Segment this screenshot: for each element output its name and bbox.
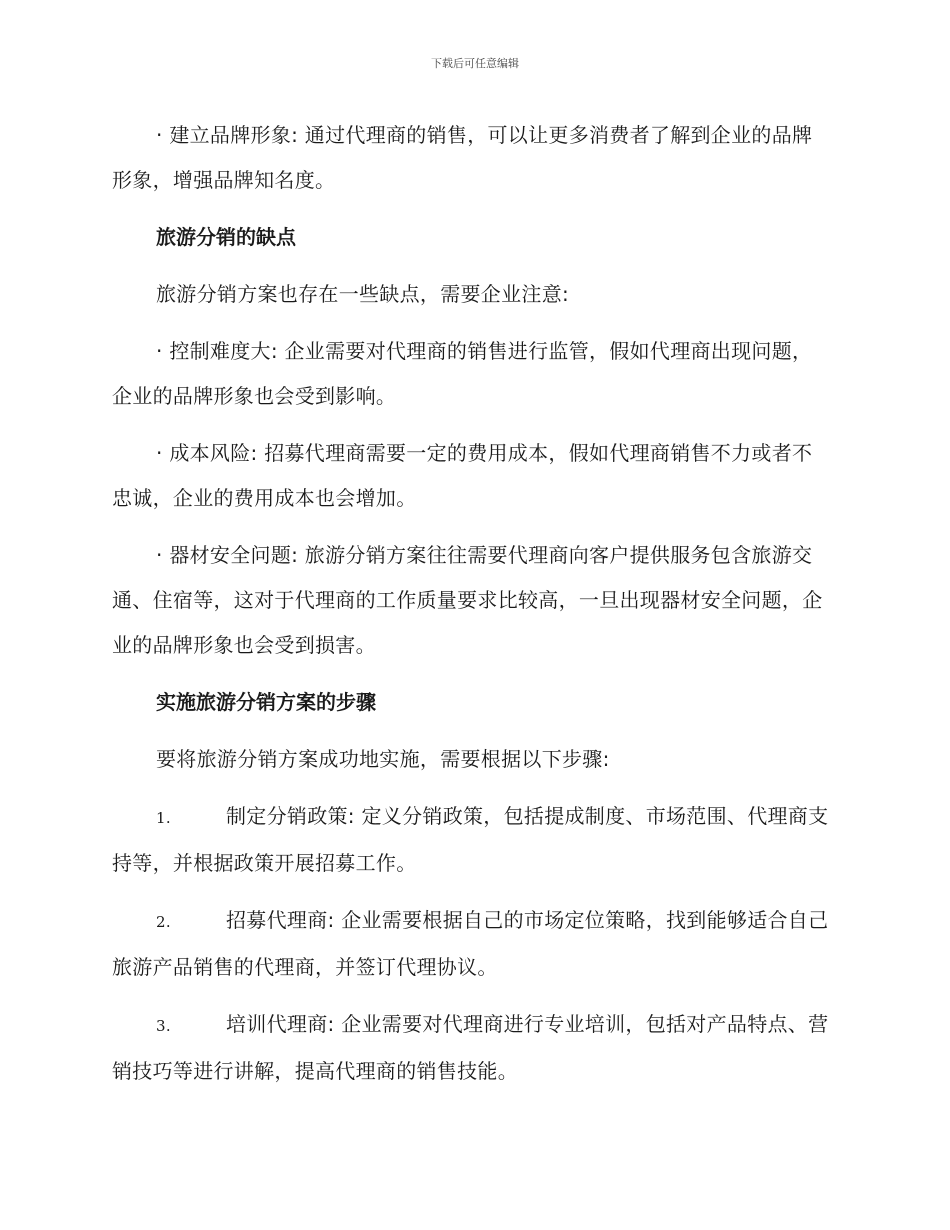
page-header: 下载后可任意编辑 bbox=[431, 57, 519, 70]
step-text: 培训代理商: 企业需要对代理商进行专业培训，包括对产品特点、营销技巧等进行讲解，提高代理商的销售技能。 bbox=[112, 1012, 829, 1083]
step-number: 3. bbox=[156, 1017, 171, 1035]
step-item-2 bbox=[112, 898, 832, 990]
step-text: 招募代理商: 企业需要根据自己的市场定位策略，找到能够适合自己旅游产品销售的代理商，并签订代理协议。 bbox=[112, 908, 829, 979]
step-number: 1. bbox=[156, 809, 171, 827]
bullet-equipment-safety: · 器材安全问题: 旅游分销方案往往需要代理商向客户提供服务包含旅游交通、住宿等，这对于代理商的工作质量要求比较高，一旦出现器材安全问题，企业的品牌形象也会受到损害。 bbox=[112, 543, 823, 657]
step-item-3 bbox=[112, 1002, 832, 1094]
document-body bbox=[112, 113, 832, 1106]
step-item-1 bbox=[112, 794, 832, 886]
step-text: 制定分销政策: 定义分销政策，包括提成制度、市场范围、代理商支持等，并根据政策开展招募工作。 bbox=[112, 804, 829, 875]
section-heading-steps: 实施旅游分销方案的步骤 bbox=[156, 690, 376, 714]
intro-paragraph-disadvantages: 旅游分销方案也存在一些缺点，需要企业注意: bbox=[156, 282, 570, 306]
step-number: 2. bbox=[156, 913, 171, 931]
section-heading-disadvantages: 旅游分销的缺点 bbox=[156, 225, 296, 249]
bullet-cost-risk: · 成本风险: 招募代理商需要一定的费用成本，假如代理商销售不力或者不忠诚，企业的费用成本也会增加。 bbox=[112, 441, 813, 510]
intro-paragraph-steps: 要将旅游分销方案成功地实施，需要根据以下步骤: bbox=[156, 747, 610, 771]
bullet-brand-image: · 建立品牌形象: 通过代理商的销售，可以让更多消费者了解到企业的品牌形象，增强品牌知名度。 bbox=[112, 123, 813, 192]
bullet-control-difficulty: · 控制难度大: 企业需要对代理商的销售进行监管，假如代理商出现问题，企业的品牌形象也会受到影响。 bbox=[112, 339, 813, 408]
